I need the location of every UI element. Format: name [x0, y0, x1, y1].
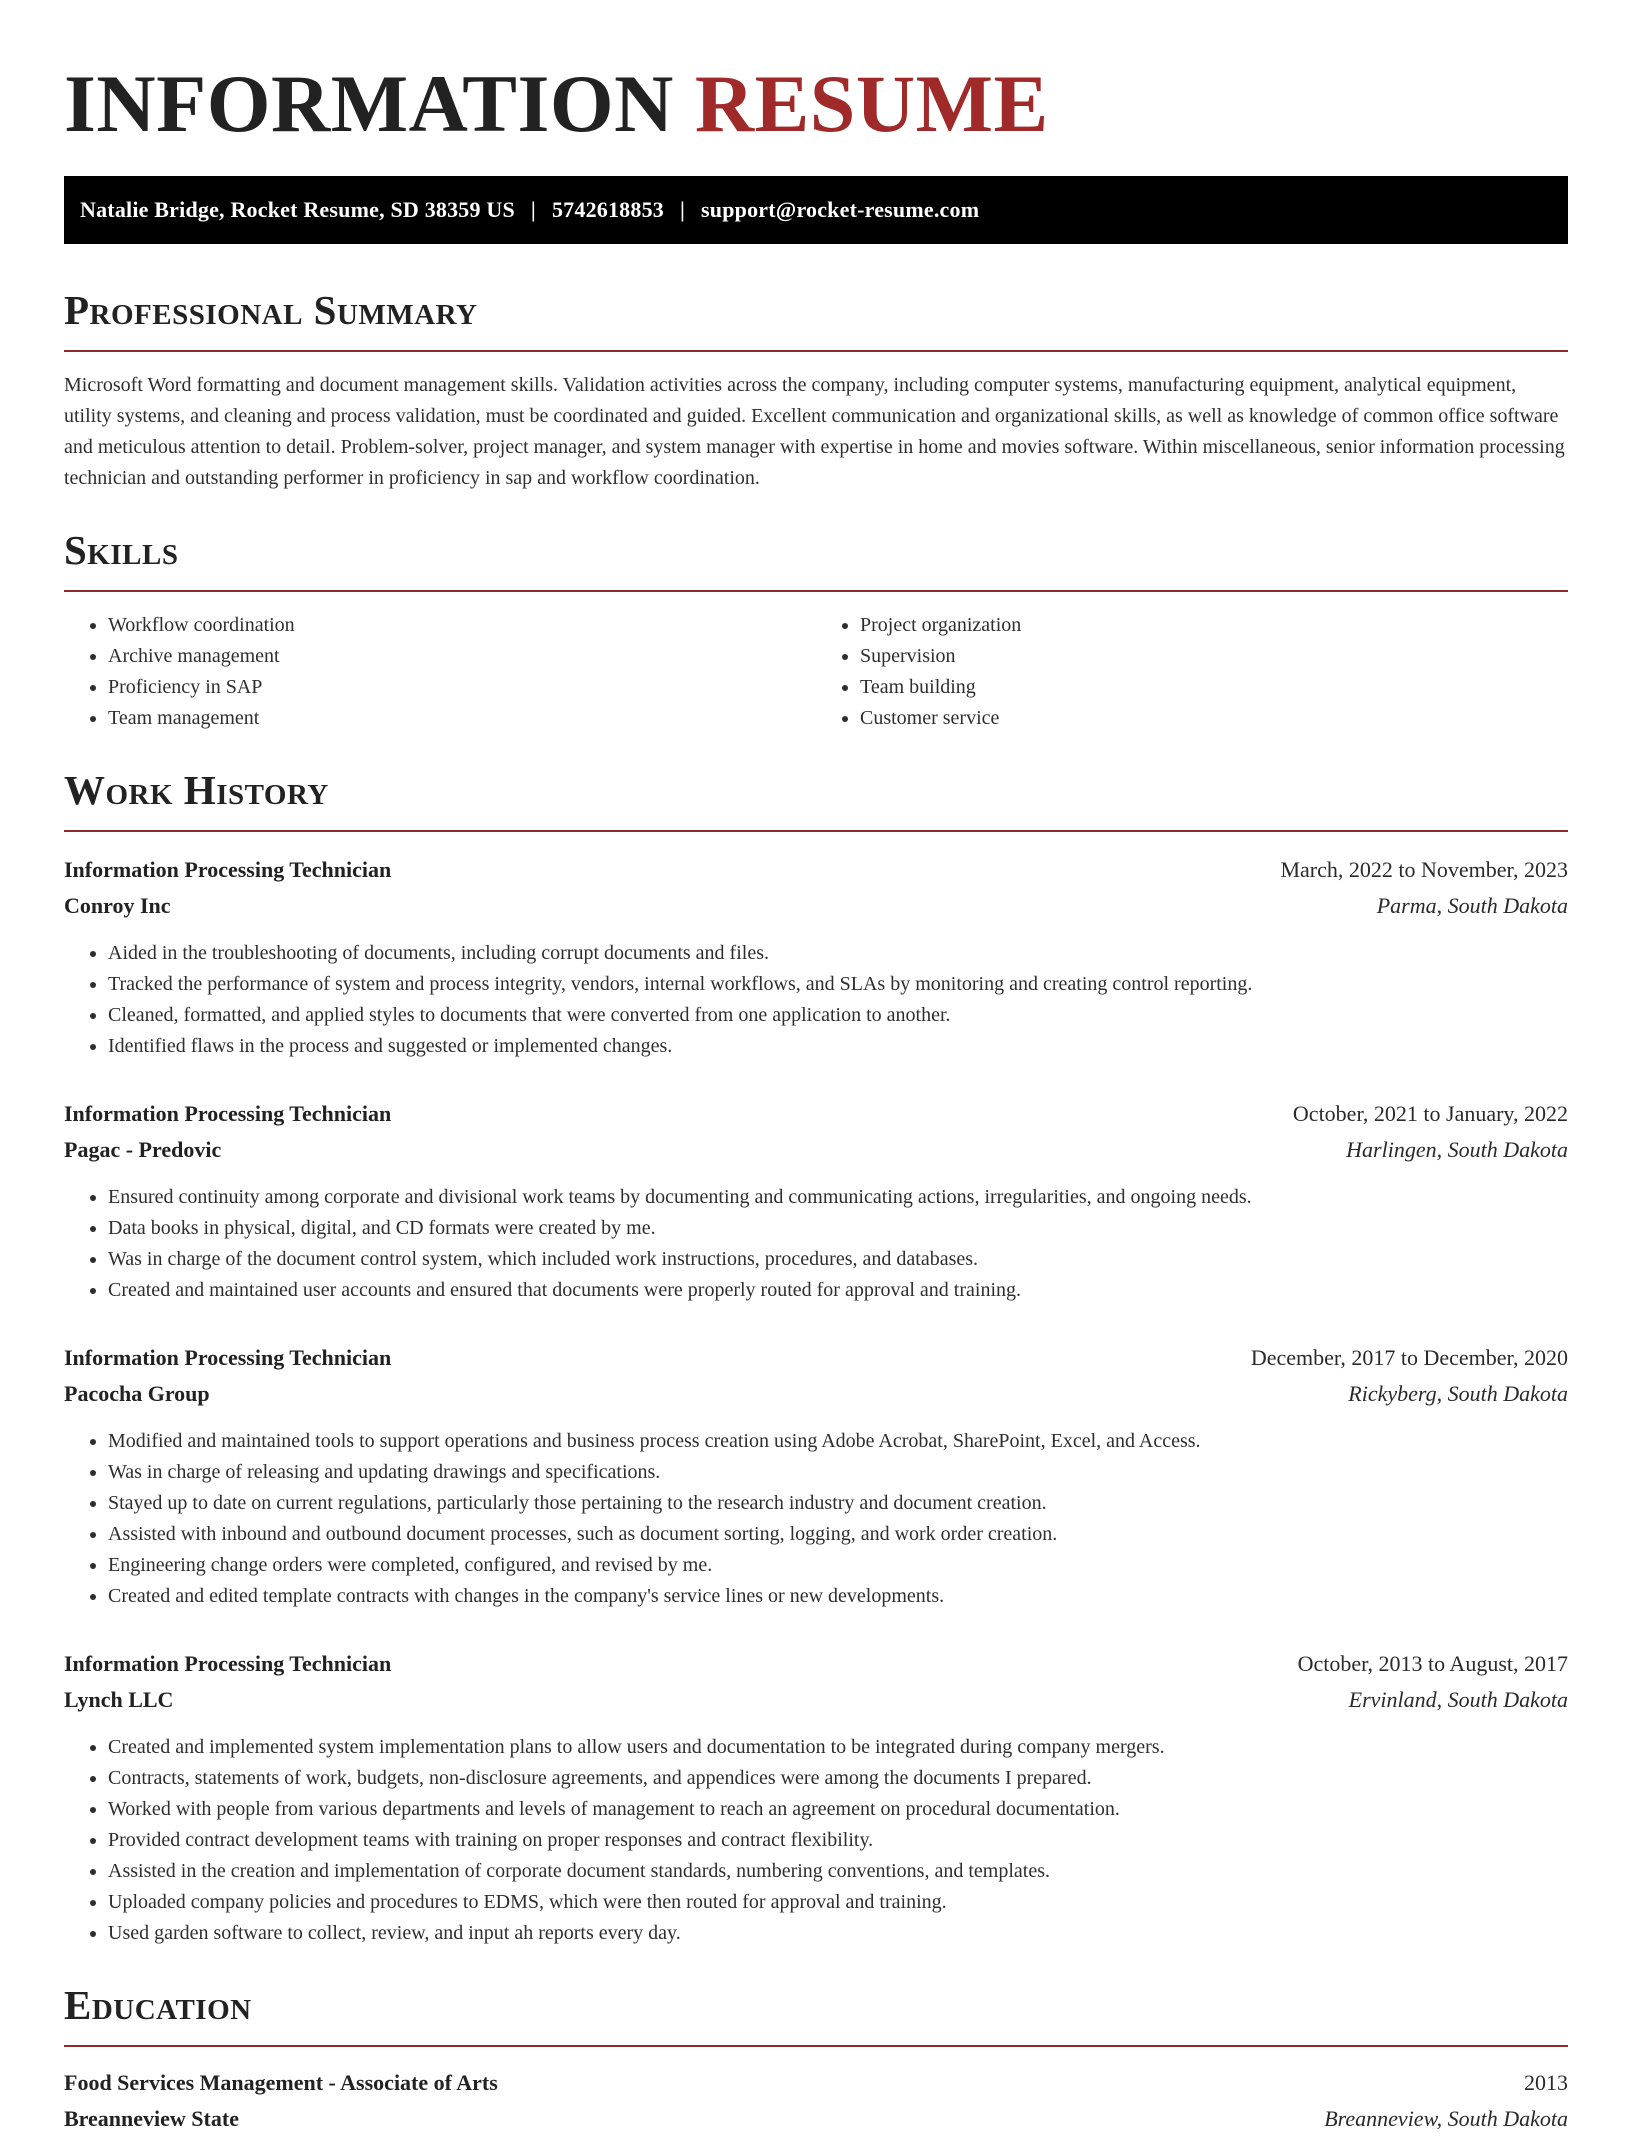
contact-separator: |	[530, 197, 536, 222]
contact-email: support@rocket-resume.com	[701, 197, 980, 222]
job-bullet: • Aided in the troubleshooting of documents, including corrupt documents and files.	[108, 938, 1568, 969]
job-entry	[64, 852, 1568, 1062]
job-location: Ervinland, South Dakota	[1348, 1687, 1568, 1712]
job-bullet: • Cleaned, formatted, and applied styles to documents that were converted from one application to another.	[108, 1000, 1568, 1031]
job-bullet: • Contracts, statements of work, budgets, non-disclosure agreements, and appendices were among the documents I prepared.	[108, 1763, 1568, 1794]
job-title: Information Processing Technician	[64, 1345, 392, 1370]
job-bullets	[64, 1732, 1568, 1949]
contact-separator: |	[679, 197, 686, 222]
education-entry	[64, 2065, 1568, 2137]
job-header-line	[64, 1096, 1568, 1132]
education-degree: Food Services Management - Associate of Arts	[64, 2070, 498, 2095]
education-school-line	[64, 2101, 1568, 2137]
job-bullet: • Was in charge of the document control system, which included work instructions, procedures, and databases.	[108, 1244, 1568, 1275]
contact-bar	[64, 176, 1568, 244]
skill-item: • Team management	[108, 703, 816, 734]
job-entry	[64, 1096, 1568, 1306]
skills-grid	[64, 610, 1568, 734]
work-history-section	[64, 764, 1568, 1949]
skills-left-column	[64, 610, 816, 734]
job-bullet: • Data books in physical, digital, and CD formats were created by me.	[108, 1213, 1568, 1244]
job-bullet: • Assisted with inbound and outbound document processes, such as document sorting, logging, and work order creation.	[108, 1519, 1568, 1550]
job-entry	[64, 1646, 1568, 1949]
job-bullet: • Identified flaws in the process and suggested or implemented changes.	[108, 1031, 1568, 1062]
job-header-line	[64, 852, 1568, 888]
job-header-line	[64, 1340, 1568, 1376]
job-title: Information Processing Technician	[64, 1101, 392, 1126]
job-company: Lynch LLC	[64, 1687, 174, 1712]
skill-item: • Proficiency in SAP	[108, 672, 816, 703]
job-bullet: • Worked with people from various departments and levels of management to reach an agreement on procedural documentation.	[108, 1794, 1568, 1825]
education-school: Breanneview State	[64, 2106, 239, 2131]
title-main: INFORMATION	[64, 58, 674, 149]
summary-text: Microsoft Word formatting and document management skills. Validation activities across the company, including computer systems, manufacturing equipment, analytical equipment, utility systems, and cleaning and process validation, must be coordinated and guided. Excellent communication and organizational skills, as well as knowledge of common office software and meticulous attention to detail. Problem-solver, project manager, and system manager with expertise in home and movies software. Within miscellaneous, senior information processing technician and outstanding performer in proficiency in sap and workflow coordination.	[64, 374, 1565, 489]
job-header-line	[64, 1646, 1568, 1682]
job-bullet: • Assisted in the creation and implementation of corporate document standards, numbering conventions, and templates.	[108, 1856, 1568, 1887]
job-bullet: • Created and edited template contracts with changes in the company's service lines or new developments.	[108, 1581, 1568, 1612]
job-title: Information Processing Technician	[64, 857, 392, 882]
summary-heading: Professional Summary	[64, 287, 478, 333]
job-dates: December, 2017 to December, 2020	[1250, 1345, 1568, 1370]
education-location: Breanneview, South Dakota	[1324, 2106, 1568, 2131]
job-location: Parma, South Dakota	[1376, 893, 1568, 918]
skill-item: • Team building	[860, 672, 1568, 703]
job-bullets	[64, 938, 1568, 1062]
job-company-line	[64, 1682, 1568, 1718]
skills-section	[64, 524, 1568, 734]
job-bullets	[64, 1182, 1568, 1306]
job-bullet: • Tracked the performance of system and process integrity, vendors, internal workflows, and SLAs by monitoring and creating control reporting.	[108, 969, 1568, 1000]
section-divider	[64, 590, 1568, 592]
job-location: Harlingen, South Dakota	[1346, 1137, 1568, 1162]
contact-phone: 5742618853	[551, 197, 664, 222]
job-dates: March, 2022 to November, 2023	[1280, 857, 1568, 882]
job-bullet: • Uploaded company policies and procedures to EDMS, which were then routed for approval and training.	[108, 1887, 1568, 1918]
section-divider	[64, 350, 1568, 352]
resume-title	[64, 56, 1568, 152]
skill-item: • Workflow coordination	[108, 610, 816, 641]
education-year: 2013	[1524, 2070, 1568, 2095]
job-title: Information Processing Technician	[64, 1651, 392, 1676]
job-company-line	[64, 888, 1568, 924]
job-bullet: • Created and maintained user accounts and ensured that documents were properly routed for approval and training.	[108, 1275, 1568, 1306]
job-bullet: • Used garden software to collect, review, and input ah reports every day.	[108, 1918, 1568, 1949]
job-dates: October, 2013 to August, 2017	[1297, 1651, 1568, 1676]
job-bullet: • Ensured continuity among corporate and divisional work teams by documenting and communicating actions, irregularities, and ongoing needs.	[108, 1182, 1568, 1213]
skill-item: • Archive management	[108, 641, 816, 672]
job-bullet: • Modified and maintained tools to support operations and business process creation using Adobe Acrobat, SharePoint, Excel, and Access.	[108, 1426, 1568, 1457]
section-divider	[64, 2045, 1568, 2047]
education-section	[64, 1979, 1568, 2137]
skills-heading: Skills	[64, 527, 179, 573]
job-bullet: • Created and implemented system implementation plans to allow users and documentation to be integrated during company mergers.	[108, 1732, 1568, 1763]
job-bullet: • Provided contract development teams with training on proper responses and contract flexibility.	[108, 1825, 1568, 1856]
title-accent: RESUME	[694, 58, 1049, 149]
job-company: Conroy Inc	[64, 893, 171, 918]
job-bullets	[64, 1426, 1568, 1612]
professional-summary-section	[64, 284, 1568, 494]
contact-address: Natalie Bridge, Rocket Resume, SD 38359 US	[80, 197, 515, 222]
job-company-line	[64, 1132, 1568, 1168]
job-location: Rickyberg, South Dakota	[1348, 1381, 1568, 1406]
section-divider	[64, 830, 1568, 832]
job-company: Pagac - Predovic	[64, 1137, 222, 1162]
job-company-line	[64, 1376, 1568, 1412]
job-bullet: • Engineering change orders were completed, configured, and revised by me.	[108, 1550, 1568, 1581]
skill-item: • Customer service	[860, 703, 1568, 734]
job-dates: October, 2021 to January, 2022	[1292, 1101, 1568, 1126]
skills-right-column	[816, 610, 1568, 734]
job-company: Pacocha Group	[64, 1381, 210, 1406]
skill-item: • Project organization	[860, 610, 1568, 641]
job-bullet: • Was in charge of releasing and updating drawings and specifications.	[108, 1457, 1568, 1488]
skill-item: • Supervision	[860, 641, 1568, 672]
education-heading: Education	[64, 1982, 252, 2028]
work-history-heading: Work History	[64, 767, 329, 813]
job-entry	[64, 1340, 1568, 1612]
job-bullet: • Stayed up to date on current regulations, particularly those pertaining to the research industry and document creation.	[108, 1488, 1568, 1519]
education-degree-line	[64, 2065, 1568, 2101]
